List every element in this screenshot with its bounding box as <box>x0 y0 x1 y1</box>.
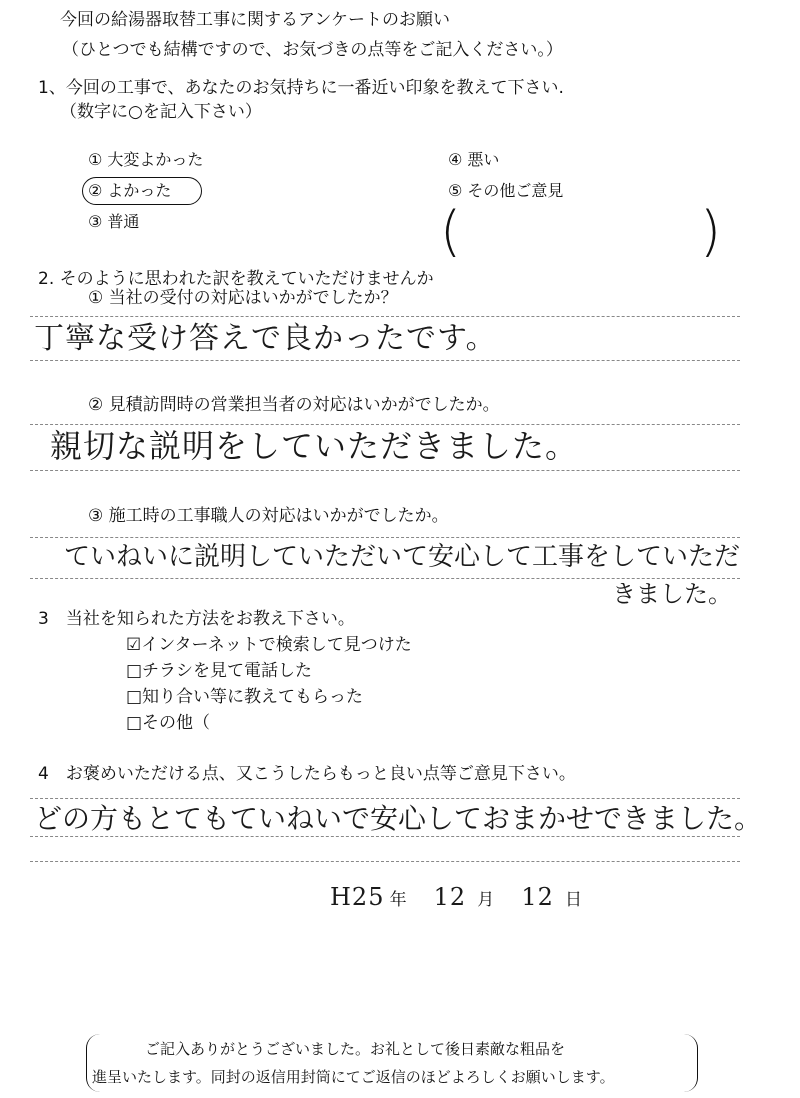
answer-line <box>30 861 740 862</box>
date-day-unit: 日 <box>565 890 583 910</box>
answer-line <box>30 836 740 837</box>
q1-close-paren: ) <box>700 200 722 263</box>
survey-subtitle: （ひとつでも結構ですので、お気づきの点等をご記入ください。） <box>62 40 563 60</box>
date-field <box>330 885 582 909</box>
answer-line <box>30 578 740 579</box>
q1-option-2: ② よかった <box>88 181 172 200</box>
q2-question: 2. そのように思われた訳を教えていただけませんか <box>38 269 434 289</box>
q3-question: 3 当社を知られた方法をお教え下さい。 <box>38 609 355 629</box>
q3-option-4: □その他（ <box>126 713 211 733</box>
q2-sub3-question: ③ 施工時の工事職人の対応はいかがでしたか。 <box>88 506 449 526</box>
q1-option-5: ⑤ その他ご意見 <box>448 181 564 200</box>
footer-line-2: 進呈いたします。同封の返信用封筒にてご返信のほどよろしくお願いします。 <box>92 1068 615 1086</box>
q1-selected-circle <box>82 177 202 205</box>
q4-answer: どの方もとてもていねいで安心しておまかせできました。 <box>34 802 763 835</box>
q1-option-1: ① 大変よかった <box>88 150 204 169</box>
q1-instruction: （数字に○を記入下さい） <box>60 102 262 122</box>
footer-line-1: ご記入ありがとうございました。お礼として後日素敵な粗品を <box>145 1040 566 1058</box>
q4-question: 4 お褒めいただける点、又こうしたらもっと良い点等ご意見下さい。 <box>38 764 576 784</box>
date-month-value: 12 <box>433 883 467 911</box>
q1-open-paren: ( <box>440 200 462 263</box>
survey-title: 今回の給湯器取替工事に関するアンケートのお願い <box>60 10 450 30</box>
q2-sub3-answer-line2: きました。 <box>612 580 732 608</box>
answer-line <box>30 316 740 317</box>
q1-option-4: ④ 悪い <box>448 150 500 169</box>
answer-line <box>30 360 740 361</box>
q2-sub2-answer: 親切な説明をしていただきました。 <box>50 427 579 465</box>
date-month-unit: 月 <box>477 890 495 910</box>
q3-option-1: ☑インターネットで検索して見つけた <box>126 635 412 655</box>
answer-line <box>30 470 740 471</box>
date-year-unit: 年 <box>389 890 407 910</box>
q2-sub1-answer: 丁寧な受け答えで良かったです。 <box>34 321 497 356</box>
date-day-value: 12 <box>521 883 554 911</box>
q3-option-3: □知り合い等に教えてもらった <box>126 687 364 707</box>
q2-sub1-question: ① 当社の受付の対応はいかがでしたか？ <box>88 288 398 308</box>
answer-line <box>30 424 740 425</box>
answer-line <box>30 798 740 799</box>
q3-option-2: □チラシを見て電話した <box>126 661 313 681</box>
q1-question: 1、今回の工事で、あなたのお気持ちに一番近い印象を教えて下さい. <box>38 78 564 98</box>
date-year-value: H25 <box>330 883 385 911</box>
q2-sub3-answer-line1: ていねいに説明していただいて安心して工事をしていただ <box>64 542 741 572</box>
q2-sub2-question: ② 見積訪問時の営業担当者の対応はいかがでしたか。 <box>88 395 500 415</box>
answer-line <box>30 537 740 538</box>
q1-option-3: ③ 普通 <box>88 212 140 231</box>
